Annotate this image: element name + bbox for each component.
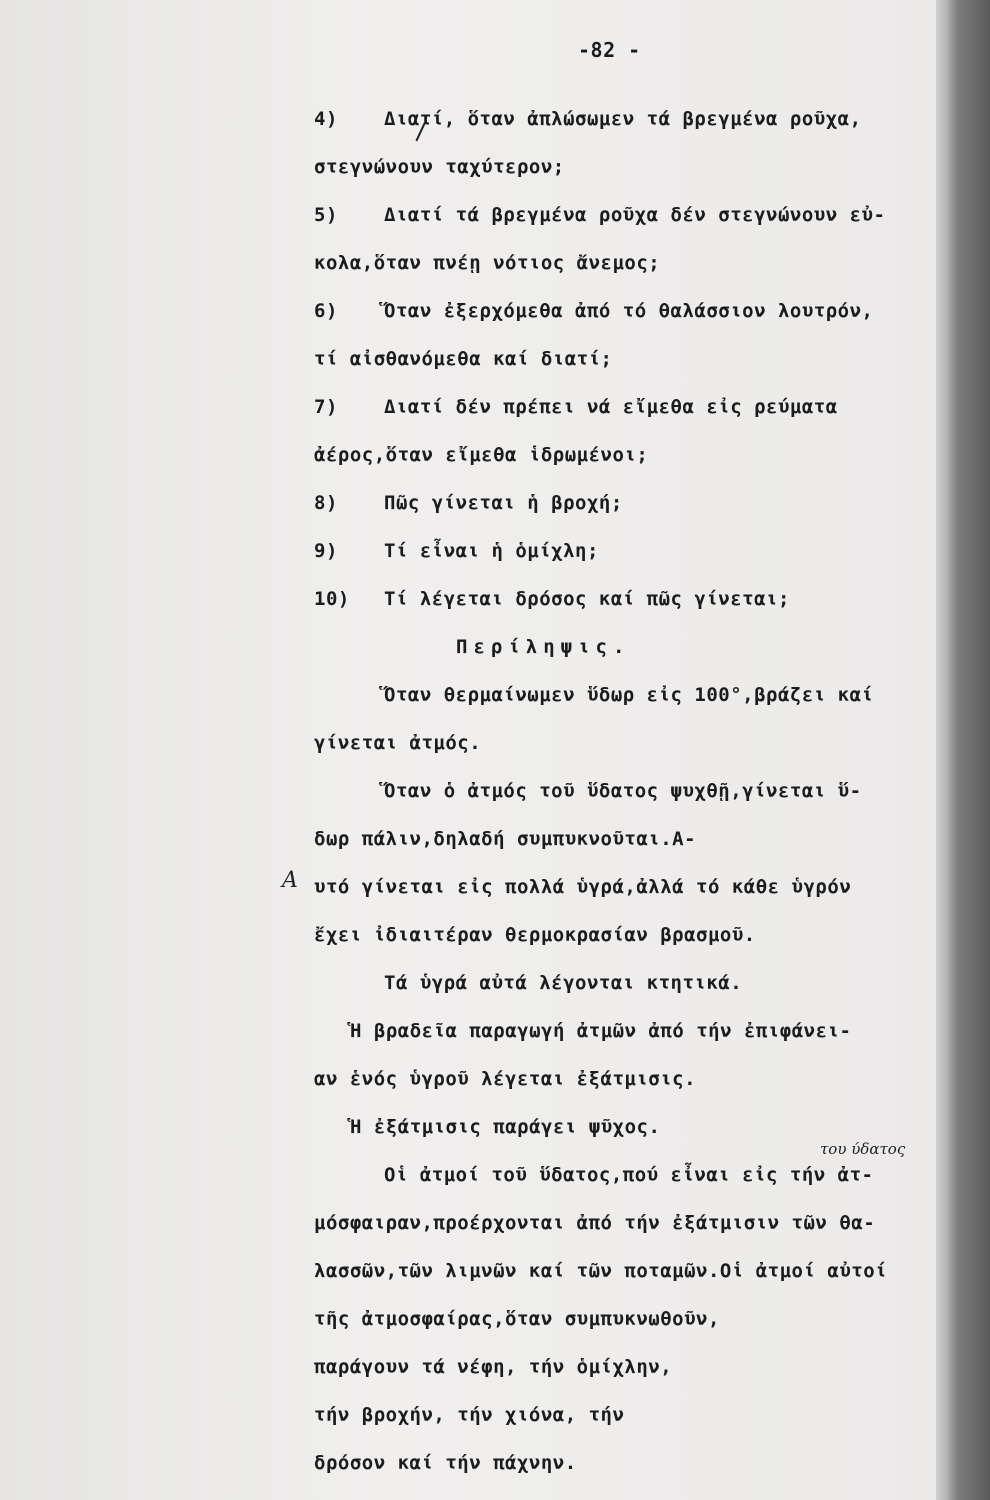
summary-line-11: Οἱ ἀτμοί τοῦ ὕδατος,πού εἶναι εἰς τήν ἀτ- xyxy=(384,1164,874,1186)
question-5-cont: κολα,ὅταν πνέῃ νότιος ἄνεμος; xyxy=(314,252,661,274)
question-4: 4) Διατί, ὅταν ἀπλώσωμεν τά βρεγμένα ροῦχα, xyxy=(314,108,862,130)
margin-annotation: Α xyxy=(282,868,298,893)
summary-line-1: Ὅταν θερμαίνωμεν ὕδωρ εἰς 100°,βράζει καί xyxy=(384,684,874,706)
summary-line-9: αν ἑνός ὑγροῦ λέγεται ἐξάτμισις. xyxy=(314,1068,697,1090)
summary-line-2: γίνεται ἀτμός. xyxy=(314,732,482,754)
question-9: 9) Τί εἶναι ἡ ὁμίχλη; xyxy=(314,540,599,562)
question-10: 10) Τί λέγεται δρόσος καί πῶς γίνεται; xyxy=(314,588,790,610)
page-number: -82 - xyxy=(578,38,641,62)
question-7: 7) Διατί δέν πρέπει νά εἴμεθα εἰς ρεύματα xyxy=(314,396,838,418)
summary-line-13: λασσῶν,τῶν λιμνῶν καί τῶν ποταμῶν.Οἱ ἀτμοί αὐτοί xyxy=(314,1260,888,1282)
summary-line-8: Ἡ βραδεῖα παραγωγή ἀτμῶν ἀπό τήν ἐπιφάνει- xyxy=(350,1020,852,1042)
question-8: 8) Πῶς γίνεται ἡ βροχή; xyxy=(314,492,623,514)
summary-line-12: μόσφαιραν,προέρχονται ἀπό τήν ἐξάτμισιν τῶν θα- xyxy=(314,1212,876,1234)
page-edge-shadow xyxy=(936,0,990,1500)
summary-line-10: Ἡ ἐξάτμισις παράγει ψῦχος. xyxy=(350,1116,661,1138)
question-7-cont: ἀέρος,ὅταν εἴμεθα ἱδρωμένοι; xyxy=(314,444,649,466)
summary-line-5: υτό γίνεται εἰς πολλά ὑγρά,ἀλλά τό κάθε ὑγρόν xyxy=(314,876,852,898)
interlinear-annotation: του ύδατος xyxy=(820,1140,906,1158)
summary-line-15: παράγουν τά νέφη, τήν ὁμίχλην, xyxy=(314,1356,673,1378)
summary-line-6: ἔχει ἰδιαιτέραν θερμοκρασίαν βρασμοῦ. xyxy=(314,924,756,946)
summary-line-14: τῆς ἀτμοσφαίρας,ὅταν συμπυκνωθοῦν, xyxy=(314,1308,720,1330)
summary-line-3: Ὅταν ὁ ἀτμός τοῦ ὕδατος ψυχθῇ,γίνεται ὕ- xyxy=(384,780,862,802)
summary-line-4: δωρ πάλιν,δηλαδή συμπυκνοῦται.Α- xyxy=(314,828,697,850)
summary-line-7: Τά ὑγρά αὐτά λέγονται κτητικά. xyxy=(384,972,743,994)
summary-line-17: δρόσον καί τήν πάχνην. xyxy=(314,1452,577,1474)
question-6: 6) Ὅταν ἐξερχόμεθα ἀπό τό θαλάσσιον λουτρόν, xyxy=(314,300,874,322)
question-5: 5) Διατί τά βρεγμένα ροῦχα δέν στεγνώνουν εὐ- xyxy=(314,204,886,226)
question-6-cont: τί αἰσθανόμεθα καί διατί; xyxy=(314,348,613,370)
question-4-cont: στεγνώνουν ταχύτερον; xyxy=(314,156,565,178)
summary-line-16: τήν βροχήν, τήν χιόνα, τήν xyxy=(314,1404,625,1426)
section-heading: Περίληψις. xyxy=(456,636,631,658)
